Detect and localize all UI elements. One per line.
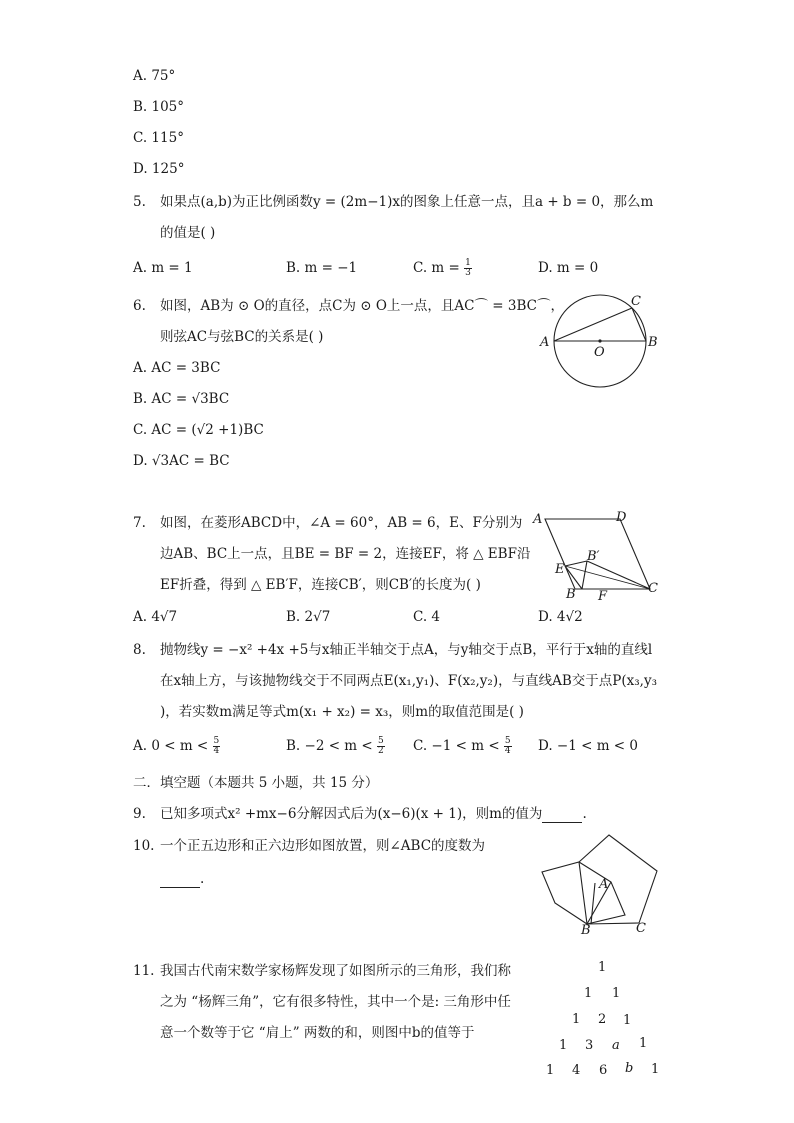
q10-label-a: A	[599, 877, 609, 892]
q6-stem-line1: 如图，AB为 ⊙ O的直径，点C为 ⊙ O上一点，且AC⌒ = 3BC⌒，	[160, 298, 564, 314]
q6-stem-line2: 则弦AC与弦BC的关系是( )	[160, 329, 324, 345]
q7-label-c: C	[648, 581, 658, 596]
q10-polygons-figure	[535, 828, 663, 936]
q6-label-o: O	[594, 345, 605, 360]
q7-label-d: D	[616, 510, 627, 525]
q8-stem-line1: 抛物线y = −x² +4x +5与x轴正半轴交于点A，与y轴交于点B，平行于x轴的直线l	[160, 642, 653, 658]
q11-yanghui-triangle	[535, 952, 665, 1082]
triangle-r3-c1: 3	[585, 1038, 594, 1053]
q10-answer-blank[interactable]	[160, 873, 200, 888]
q7-label-e: E	[555, 562, 565, 577]
q6-option-d: D. √3AC = BC	[133, 453, 230, 469]
q4-option-a: A. 75°	[133, 68, 176, 84]
q7-label-b: B	[566, 587, 576, 602]
q7-label-a: A	[533, 512, 543, 527]
q10-stem-line1: 一个正五边形和正六边形如图放置，则∠ABC的度数为	[160, 838, 486, 854]
q11-number: 11.	[133, 963, 155, 979]
q5-option-d: D. m = 0	[538, 260, 599, 276]
q6-option-b: B. AC = √3BC	[133, 391, 230, 407]
q7-option-d: D. 4√2	[538, 609, 583, 625]
q7-stem-line2: 边AB、BC上一点，且BE = BF = 2，连接EF，将 △ EBF沿	[160, 546, 531, 562]
q11-stem-line3: 意一个数等于它 “肩上” 两数的和，则图中b的值等于	[160, 1025, 475, 1041]
q6-label-a: A	[540, 335, 550, 350]
q9-answer-blank[interactable]	[542, 808, 582, 823]
q10-label-b: B	[581, 923, 591, 936]
section-heading-fill-in: 二．填空题（本题共 5 小题，共 15 分）	[133, 775, 379, 791]
q8-option-d: D. −1 < m < 0	[538, 738, 639, 754]
q6-circle-figure	[535, 288, 665, 388]
triangle-r4-c4: 1	[651, 1062, 660, 1077]
q7-rhombus-figure	[530, 506, 665, 602]
q8-stem-line2: 在x轴上方，与该抛物线交于不同两点E(x₁,y₁)、F(x₂,y₂)，与直线AB交于点P(x₃,y₃	[160, 673, 657, 689]
triangle-r4-c2: 6	[599, 1063, 608, 1078]
triangle-r2-c2: 1	[623, 1013, 632, 1028]
q5-stem-line1: 如果点(a,b)为正比例函数y = (2m−1)x的图象上任意一点，且a + b = 0，那么m	[160, 194, 654, 210]
q5-option-c: C. m = $\frac{1}{3}$	[413, 258, 471, 278]
q6-option-a: A. AC = 3BC	[133, 360, 221, 376]
q8-option-a: A. 0 < m < $\frac{5}{4}$	[133, 736, 220, 756]
q6-label-b: B	[648, 335, 658, 350]
triangle-r2-c1: 2	[598, 1012, 607, 1027]
q4-option-d: D. 125°	[133, 161, 185, 177]
q4-option-b: B. 105°	[133, 99, 185, 115]
triangle-r4-c3: b	[625, 1061, 634, 1076]
q5-option-b: B. m = −1	[286, 260, 358, 276]
q10-number: 10.	[133, 838, 155, 854]
q7-number: 7.	[133, 515, 146, 531]
triangle-r3-c3: 1	[639, 1036, 648, 1051]
q8-number: 8.	[133, 642, 146, 658]
q9-stem: 已知多项式x² +mx−6分解因式后为(x−6)(x + 1)，则m的值为 .	[160, 806, 587, 822]
triangle-r4-c0: 1	[546, 1063, 555, 1078]
q6-number: 6.	[133, 298, 146, 314]
triangle-r4-c1: 4	[572, 1063, 581, 1078]
triangle-r1-c1: 1	[612, 986, 621, 1001]
q5-option-a: A. m = 1	[133, 260, 193, 276]
triangle-r1-c0: 1	[584, 986, 593, 1001]
q7-label-f: F	[598, 589, 608, 602]
q7-option-b: B. 2√7	[286, 609, 331, 625]
q8-stem-line3: )，若实数m满足等式m(x₁ + x₂) = x₃，则m的取值范围是( )	[160, 704, 524, 720]
triangle-r3-c2: a	[612, 1038, 620, 1053]
q10-label-c: C	[636, 921, 646, 936]
q4-option-c: C. 115°	[133, 130, 184, 146]
triangle-r2-c0: 1	[572, 1012, 581, 1027]
triangle-r3-c0: 1	[559, 1038, 568, 1053]
q8-option-c: C. −1 < m < $\frac{5}{4}$	[413, 736, 511, 756]
q9-number: 9.	[133, 806, 146, 822]
q11-stem-line1: 我国古代南宋数学家杨辉发现了如图所示的三角形，我们称	[160, 963, 511, 979]
q5-option-c-fraction: $\frac{1}{3}$	[465, 258, 471, 278]
q10-stem-line2: .	[160, 870, 204, 888]
q8-option-b: B. −2 < m < $\frac{5}{2}$	[286, 736, 384, 756]
q11-stem-line2: 之为 “杨辉三角”，它有很多特性，其中一个是: 三角形中任	[160, 994, 511, 1010]
q7-stem-line3: EF折叠，得到 △ EB′F，连接CB′，则CB′的长度为( )	[160, 577, 481, 593]
q5-stem-line2: 的值是( )	[160, 225, 216, 241]
triangle-r0-c0: 1	[598, 960, 607, 975]
q7-label-b-prime: B′	[587, 549, 600, 564]
q7-option-a: A. 4√7	[133, 609, 178, 625]
q7-option-c: C. 4	[413, 609, 441, 625]
q6-option-c: C. AC = (√2 +1)BC	[133, 422, 264, 438]
q7-stem-line1: 如图，在菱形ABCD中，∠A = 60°，AB = 6，E、F分别为	[160, 515, 523, 531]
q5-number: 5.	[133, 194, 146, 210]
q6-label-c: C	[631, 294, 641, 309]
